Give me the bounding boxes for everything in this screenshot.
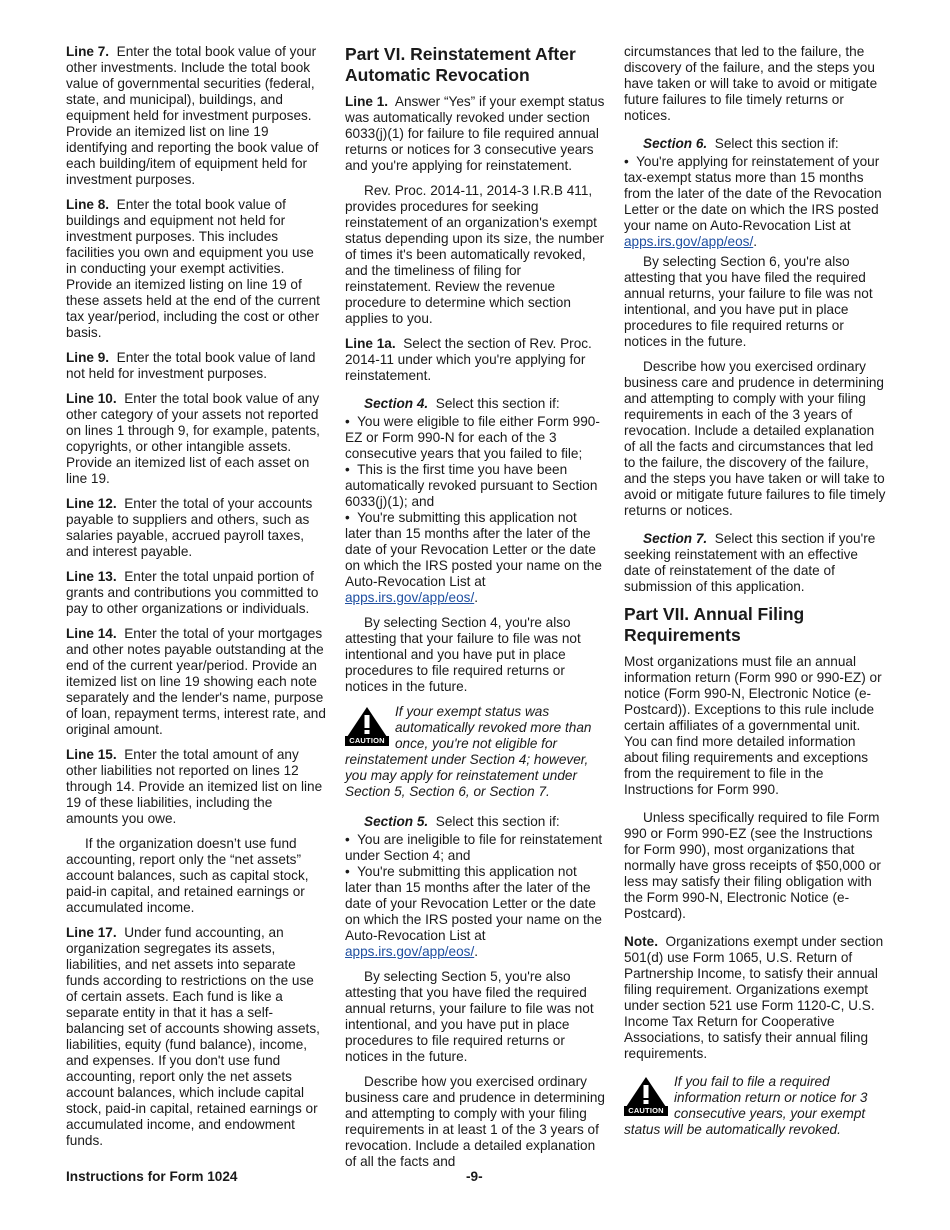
line17-text: Under fund accounting, an organization segregates its assets, liabilities, and net assets into separate funds according to restrictions on the use of certain assets. Each fund is like a separate entity in that it has a self-balancing set of accounts showing assets, liabilities, equity (fund balance), income, and expenses. If you don't use fund accounting, report only the net assets account balances, which include capital stock, paid-in capital, retained earnings or accumulated income, and endowment funds. (66, 925, 320, 1148)
section4-bullet-3-text: You're submitting this application not later than 15 months after the later of the date of your Revocation Letter or the date on which the IRS posted your name on the Auto-Revocation List at (345, 510, 602, 589)
note-text: Organizations exempt under section 501(d) use Form 1065, U.S. Return of Partnership Income, to satisfy their annual filing requirement. Organizations exempt under section 521 use Form 1120-C, U.S. Income Tax Return for Cooperative Associations, to satisfy their annual filing requirements. (624, 934, 884, 1061)
caution-label: CAUTION (345, 736, 389, 746)
caution-label: CAUTION (624, 1106, 668, 1116)
section6-label: Section 6. (643, 136, 708, 151)
section6-attest-paragraph: By selecting Section 6, you're also attesting that you have filed the required annual returns, your failure to file was not intentional, and you have put in place procedures to file required returns or notices in the future. (624, 254, 873, 349)
section4-attest-paragraph: By selecting Section 4, you're also attesting that your failure to file was not intentional and you have put in place procedures to file required returns or notices in the future. (345, 615, 581, 694)
caution-icon (345, 706, 389, 746)
warning-triangle-icon (345, 706, 389, 738)
section5-describe-paragraph: Describe how you exercised ordinary business care and prudence in determining and attempting to comply with your filing requirements in at least 1 of the 3 years of revocation. Include a detailed explanation of all the facts and (345, 1074, 605, 1169)
eos-link[interactable]: apps.irs.gov/app/eos/ (345, 944, 475, 959)
caution-box (345, 704, 607, 800)
caution-text: If you fail to file a required information return or notice for 3 consecutive years, your exempt status will be automatically revoked. (624, 1074, 868, 1137)
line15-label: Line 15. (66, 747, 117, 762)
section5-attest-paragraph: By selecting Section 5, you're also attesting that you have filed the required annual returns, your failure to file was not intentional, and you have put in place procedures to file required returns or notices in the future. (345, 969, 594, 1064)
section5-intro (345, 814, 607, 830)
line10-paragraph (66, 391, 328, 487)
eos-link[interactable]: apps.irs.gov/app/eos/ (345, 590, 475, 605)
line1a-label: Line 1a. (345, 336, 396, 351)
part7-paragraph-2: Unless specifically required to file Form 990 or Form 990-EZ (see the Instructions for Form 990), most organizations that normally have gross receipts of $50,000 or less may satisfy their filing obligation with the Form 990-N, Electronic Notice (e-Postcard). (624, 810, 881, 921)
section5-bullet-2: • You're submitting this application not later than 15 months after the later of the date of your Revocation Letter or the date on which the IRS posted your name on the Auto-Revocation List at apps.irs.gov/app/eos/. (345, 864, 602, 959)
column-left (66, 44, 328, 1158)
caution-box-2 (624, 1074, 886, 1138)
line15-text: Enter the total amount of any other liabilities not reported on lines 12 through 14. Provide an itemized list on line 19 of these liabilities, including the amounts you owe. (66, 747, 323, 826)
footer-title: Instructions for Form 1024 (66, 1169, 238, 1184)
line17-paragraph (66, 925, 328, 1149)
line13-paragraph (66, 569, 328, 617)
section6-bullet-1-text: You're applying for reinstatement of your tax-exempt status more than 15 months from the later of the date of the Revocation Letter or the date on which the IRS posted your name on Auto-Revocation List at (624, 154, 882, 233)
line9-paragraph (66, 350, 328, 382)
line8-label: Line 8. (66, 197, 110, 212)
part6-heading: Part VI. Reinstatement After Automatic Revocation (345, 44, 576, 85)
section5-bullets (345, 832, 607, 960)
section5-bullet-1: • You are ineligible to file for reinstatement under Section 4; and (345, 832, 603, 863)
line13-label: Line 13. (66, 569, 117, 584)
eos-link[interactable]: apps.irs.gov/app/eos/ (624, 234, 754, 249)
line17-label: Line 17. (66, 925, 117, 940)
line9-text: Enter the total book value of land not held for investment purposes. (66, 350, 316, 381)
line12-label: Line 12. (66, 496, 117, 511)
line14-label: Line 14. (66, 626, 117, 641)
section6-intro (624, 136, 886, 152)
line1a-text: Select the section of Rev. Proc. 2014-11 under which you're applying for reinstatement. (345, 336, 592, 383)
column-right (624, 44, 886, 1152)
note-label: Note. (624, 934, 658, 949)
section4-bullet-3: • You're submitting this application not later than 15 months after the later of the date of your Revocation Letter or the date on which the IRS posted your name on the Auto-Revocation List at apps.irs.gov/app/eos/. (345, 510, 602, 605)
section5-bullet-2-text: You're submitting this application not later than 15 months after the later of the date of your Revocation Letter or the date on which the IRS posted your name on the Auto-Revocation List at (345, 864, 602, 943)
section5-intro-text: Select this section if: (435, 814, 560, 829)
warning-triangle-icon (624, 1076, 668, 1108)
line9-label: Line 9. (66, 350, 110, 365)
section4-intro-text: Select this section if: (435, 396, 560, 411)
section6-bullets (624, 154, 886, 250)
section4-bullets (345, 414, 607, 606)
caution-text: If your exempt status was automatically revoked more than once, you're not eligible for reinstatement under Section 4; however, you may apply for reinstatement under Section 5, Section 6, or Section 7. (345, 704, 592, 799)
part7-paragraph-1: Most organizations must file an annual information return (Form 990 or 990-EZ) or notice (Form 990-N, Electronic Notice (e-Postcard)). Exceptions to this rule include certain affiliates of a governmental unit. You can find more detailed information about filing requirements and exceptions from the requirement to file in the Instructions for Form 990. (624, 654, 882, 797)
section4-label: Section 4. (364, 396, 429, 411)
caution-icon (624, 1076, 668, 1116)
section7-text: Select this section if you're seeking reinstatement with an effective date of reinstatement of the date of submission of this application. (624, 531, 876, 594)
part6-line1-label: Line 1. (345, 94, 389, 109)
line13-text: Enter the total unpaid portion of grants and contributions you committed to pay to other organizations or individuals. (66, 569, 319, 616)
section4-bullet-2: • This is the first time you have been automatically revoked pursuant to Section 6033(j)(1); and (345, 462, 598, 509)
section7-paragraph (624, 531, 886, 595)
section4-intro (345, 396, 607, 412)
section4-bullet-1: • You were eligible to file either Form 990-EZ or Form 990-N for each of the 3 consecutive years that you failed to file; (345, 414, 600, 461)
note-paragraph (624, 934, 886, 1062)
part7-heading: Part VII. Annual Filing Requirements (624, 604, 805, 645)
line7-paragraph (66, 44, 328, 188)
part6-line1-paragraph (345, 94, 607, 174)
line8-text: Enter the total book value of buildings and equipment not held for investment purposes. This includes facilities you own and equipment you use in conducting your exempt activities. Provide an itemized listing on line 19 of these assets held at the end of the current tax year/period, including the cost or other basis. (66, 197, 320, 340)
page-number: -9- (466, 1169, 483, 1184)
fund-accounting-note: If the organization doesn’t use fund accounting, report only the “net assets” account balances, such as capital stock, paid-in capital, and retained earnings or accumulated income. (66, 836, 309, 915)
section6-describe-paragraph: Describe how you exercised ordinary business care and prudence in determining and attempting to comply with your filing requirements in each of the 3 years of revocation. Include a detailed explanation of all the facts and circumstances that led to the failure, the discovery of the failure, and the steps you have taken or will take to avoid or mitigate future failures to file timely returns or notices. (624, 359, 886, 518)
line12-text: Enter the total of your accounts payable to suppliers and others, such as salaries payable, accrued payroll taxes, and interest payable. (66, 496, 313, 559)
line1a-paragraph (345, 336, 607, 384)
line7-label: Line 7. (66, 44, 110, 59)
column-middle (345, 44, 607, 1179)
line10-text: Enter the total book value of any other category of your assets not reported on lines 1 through 9, for example, patents, copyrights, or other intangible assets. Provide an itemized list of each asset on line 19. (66, 391, 320, 486)
line12-paragraph (66, 496, 328, 560)
line10-label: Line 10. (66, 391, 117, 406)
section4-bullet-1-text: You were eligible to file either Form 990-EZ or Form 990-N for each of the 3 consecutive years that you failed to file; (345, 414, 600, 461)
section4-bullet-2-text: This is the first time you have been automatically revoked pursuant to Section 6033(j)(1); and (345, 462, 598, 509)
section6-bullet-1: • You're applying for reinstatement of your tax-exempt status more than 15 months from the later of the date of the Revocation Letter or the date on which the IRS posted your name on Auto-Revocation List at apps.irs.gov/app/eos/. (624, 154, 882, 249)
line14-paragraph (66, 626, 328, 738)
section5-bullet-1-text: You are ineligible to file for reinstatement under Section 4; and (345, 832, 603, 863)
line7-text: Enter the total book value of your other investments. Include the total book value of governmental securities (federal, state, and municipal), buildings, and equipment held for investment purposes. Provide an itemized list on line 19 identifying and reporting the book value of each building/item of equipment held for investment purposes. (66, 44, 319, 187)
line15-paragraph (66, 747, 328, 827)
continued-paragraph: circumstances that led to the failure, the discovery of the failure, and the steps you have taken or will take to avoid or mitigate future failures to file timely returns or notices. (624, 44, 878, 123)
section7-label: Section 7. (643, 531, 708, 546)
section6-intro-text: Select this section if: (714, 136, 839, 151)
part6-line1-text: Answer “Yes” if your exempt status was automatically revoked under section 6033(j)(1) for failure to file required annual returns or notices for 3 consecutive years and you're applying for reinstatement. (345, 94, 605, 173)
section5-label: Section 5. (364, 814, 429, 829)
line14-text: Enter the total of your mortgages and other notes payable outstanding at the end of the current year/period. Provide an itemized list on line 19 showing each note separately and the lender's name, purpose of loan, repayment terms, interest rate, and original amount. (66, 626, 326, 737)
rev-proc-paragraph: Rev. Proc. 2014-11, 2014-3 I.R.B 411, provides procedures for seeking reinstatement of an organization's exempt status depending upon its size, the number of times it's been automatically revoked, and the timeliness of filing for reinstatement. Review the revenue procedure to determine which section applies to you. (345, 183, 605, 326)
line8-paragraph (66, 197, 328, 341)
